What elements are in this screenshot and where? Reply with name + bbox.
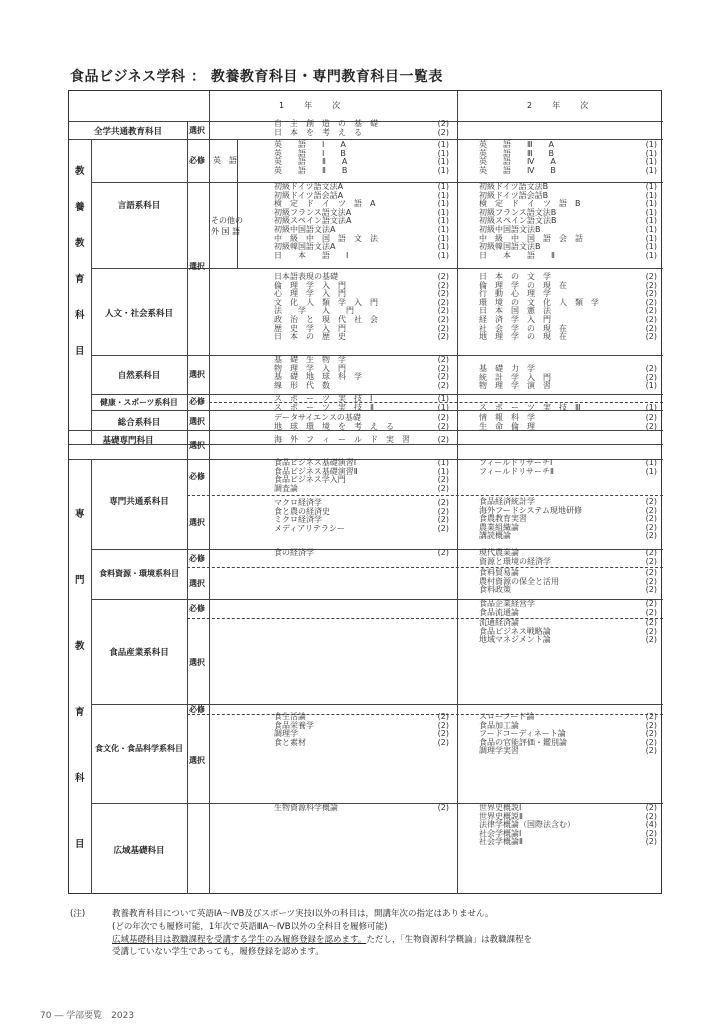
course-name: フードコーディネート論 xyxy=(479,729,566,739)
course-name: 食品経済統計学 xyxy=(479,497,535,506)
y2-common-req xyxy=(479,459,657,476)
course-name: 海 外 フ ィ ー ル ド 実 習 xyxy=(274,435,410,444)
course-row xyxy=(274,404,449,413)
course-name: 初級フランス語文法A xyxy=(274,207,352,217)
course-name: 初級韓国語文法B xyxy=(479,242,541,252)
req-hisshu: 必修 xyxy=(189,472,205,481)
page-title: 食品ビジネス学科 ： 教養教育科目・専門教育科目一覧表 xyxy=(70,69,443,85)
course-name: 文 化 人 類 学 入 門 xyxy=(274,297,378,307)
cat-sogo: 総合系科目 xyxy=(117,418,161,428)
y2-wide xyxy=(479,804,657,847)
course-name: 初級ドイツ語文法A xyxy=(274,182,344,191)
course-credits: (2) xyxy=(437,332,449,342)
course-name: 初級フランス語文法B xyxy=(479,207,557,217)
cat-culture: 食文化・食品科学系科目 xyxy=(95,744,183,753)
course-credits: (2) xyxy=(437,314,449,324)
req-hisshu: 必修 xyxy=(189,604,205,613)
course-name: 食品ビジネス基礎演習Ⅱ xyxy=(274,466,358,476)
course-row xyxy=(479,167,657,176)
course-credits: (2) xyxy=(645,729,657,739)
course-name: 倫 理 学 の 現 在 xyxy=(479,280,567,290)
course-name: 線 形 代 数 xyxy=(274,380,330,390)
course-table xyxy=(68,90,662,894)
y2-common-sel xyxy=(479,498,657,541)
course-name: 法 学 入 門 xyxy=(274,306,354,316)
cat-kiso: 基礎専門科目 xyxy=(102,436,154,446)
course-row xyxy=(479,468,657,477)
course-credits: (2) xyxy=(645,635,657,645)
course-credits: (2) xyxy=(437,372,449,382)
course-name: フィールドリサーチⅡ xyxy=(479,466,554,476)
course-credits: (2) xyxy=(437,483,449,493)
course-name: 食農教育実習 xyxy=(479,514,527,524)
course-name: 食品の官能評価・鑑別論 xyxy=(479,737,567,747)
cat-common: 専門共通系科目 xyxy=(109,497,169,507)
req-hisshu: 必修 xyxy=(189,397,205,406)
course-credits: (1) xyxy=(437,394,449,403)
course-name: 初級中国語文法A xyxy=(274,224,336,234)
cat-wide: 広域基礎科目 xyxy=(113,846,165,856)
course-name: 調理学 xyxy=(274,729,298,739)
y1-natural xyxy=(274,356,449,390)
course-credits: (1) xyxy=(645,466,657,476)
course-row xyxy=(274,436,449,445)
course-row xyxy=(479,558,657,567)
notes-label: (注) xyxy=(70,909,86,919)
course-credits: (2) xyxy=(645,297,657,307)
year2-header: 2 年 次 xyxy=(527,101,595,110)
y2-languages xyxy=(479,183,657,260)
course-name: 経 済 学 入 門 xyxy=(479,314,551,324)
course-credits: (1) xyxy=(645,182,657,191)
course-credits: (2) xyxy=(645,314,657,324)
kyoyo-vertical: 教 養 教 育 科 目 xyxy=(75,166,85,357)
course-credits: (1) xyxy=(437,224,449,234)
y1-gen xyxy=(274,120,449,137)
req-sentaku: 選択 xyxy=(189,441,205,450)
course-row xyxy=(274,485,449,494)
course-name: 農業組織論 xyxy=(479,522,519,532)
course-name: 基 礎 力 学 xyxy=(479,364,535,373)
course-name: 食品ビジネス基礎演習Ⅰ xyxy=(274,458,357,467)
course-credits: (2) xyxy=(645,272,657,281)
course-credits: (2) xyxy=(645,522,657,532)
y1-sports xyxy=(274,395,449,412)
course-name: 検 定 ド イ ツ 語 A xyxy=(274,199,376,209)
course-name: 初級中国語文法B xyxy=(479,224,541,234)
note-line: 広域基礎科目は教職課程を受講する学生のみ履修登録を認めます。ただし，「生物資源科学概論」は教職課程を xyxy=(112,934,533,945)
course-row xyxy=(274,167,449,176)
req-sentaku: 選択 xyxy=(189,518,205,527)
course-name: 食品ビジネス学入門 xyxy=(274,475,346,485)
course-name: 食と農の経済史 xyxy=(274,506,330,516)
course-name: 日 本 の 歴 史 xyxy=(274,332,346,342)
course-row xyxy=(274,129,449,138)
course-name: メディアリテラシー xyxy=(274,523,345,533)
course-credits: (2) xyxy=(437,355,449,364)
course-credits: (2) xyxy=(645,372,657,382)
course-credits: (2) xyxy=(437,803,449,812)
course-credits: (2) xyxy=(645,712,657,721)
course-name: 中 級 中 国 語 文 法 xyxy=(274,233,378,243)
course-credits: (2) xyxy=(645,364,657,373)
course-credits: (2) xyxy=(645,421,657,431)
course-row xyxy=(479,382,657,391)
course-row xyxy=(479,252,657,261)
course-name: 検 定 ド イ ツ 語 B xyxy=(479,199,581,209)
course-name: ス ポ ー ツ 実 技 Ⅱ xyxy=(274,402,374,412)
course-credits: (1) xyxy=(645,403,657,412)
course-name: ミクロ経済学 xyxy=(274,515,322,525)
y2-english xyxy=(479,141,657,175)
course-credits: (2) xyxy=(645,746,657,756)
course-name: 食品栄養学 xyxy=(274,720,314,730)
course-name: データサイエンスの基礎 xyxy=(274,413,361,422)
course-name: 食品ビジネス戦略論 xyxy=(479,626,551,636)
course-row xyxy=(479,532,657,541)
course-name: ス ポ ー ツ 実 技 Ⅰ xyxy=(274,394,373,403)
course-name: 環 境 の 文 化 人 類 学 xyxy=(479,297,599,307)
course-credits: (1) xyxy=(437,216,449,226)
course-name: 英 語 Ⅳ A xyxy=(479,157,556,167)
course-credits: (1) xyxy=(437,190,449,200)
course-name: 日 本 語 Ⅱ xyxy=(479,250,555,260)
course-credits: (1) xyxy=(437,182,449,191)
course-credits: (2) xyxy=(645,618,657,627)
course-credits: (1) xyxy=(645,242,657,252)
course-name: 基 礎 地 球 科 学 xyxy=(274,372,362,382)
course-name: 初級ドイツ語会話B xyxy=(479,190,549,200)
course-name: 初級韓国語文法A xyxy=(274,242,336,252)
course-name: 資源と環境の経済学 xyxy=(479,556,551,566)
course-name: 中 級 中 国 語 会 話 xyxy=(479,233,583,243)
course-credits: (2) xyxy=(645,576,657,586)
y1-humanities xyxy=(274,273,449,342)
course-credits: (2) xyxy=(645,607,657,617)
course-name: 地 理 学 の 現 在 xyxy=(479,332,567,342)
course-name: 地域マネジメント論 xyxy=(479,635,551,645)
course-credits: (2) xyxy=(437,506,449,516)
course-name: 英 語 Ⅱ A xyxy=(274,157,348,167)
course-credits: (2) xyxy=(437,720,449,730)
course-row xyxy=(479,404,657,413)
course-name: 海外フードシステム現地研修 xyxy=(479,505,582,515)
y2-resource-req xyxy=(479,549,657,566)
course-credits: (2) xyxy=(437,498,449,507)
course-row xyxy=(274,722,449,731)
sub-other-lang: その他の 外 国 語 xyxy=(211,216,243,236)
course-credits: (2) xyxy=(437,712,449,721)
course-name: 世界史概説Ⅱ xyxy=(479,811,523,821)
req-sentaku: 選択 xyxy=(189,756,205,765)
course-name: 食生活論 xyxy=(274,712,306,721)
course-credits: (2) xyxy=(645,556,657,566)
course-row xyxy=(274,382,449,391)
course-row xyxy=(274,525,449,534)
y1-common-sel xyxy=(274,499,449,533)
course-name: 食料政策 xyxy=(479,585,511,595)
course-credits: (2) xyxy=(645,505,657,515)
course-credits: (1) xyxy=(645,233,657,243)
course-credits: (2) xyxy=(645,720,657,730)
course-credits: (1) xyxy=(645,381,657,391)
course-credits: (1) xyxy=(645,458,657,467)
course-credits: (1) xyxy=(645,190,657,200)
course-name: 日 本 を 考 え る xyxy=(274,127,362,137)
course-credits: (1) xyxy=(645,224,657,234)
course-credits: (2) xyxy=(645,811,657,821)
course-credits: (2) xyxy=(437,297,449,307)
course-name: 英 語 Ⅲ A xyxy=(479,140,554,149)
course-row xyxy=(479,636,657,645)
cat-resource: 食料資源・環境系科目 xyxy=(99,569,179,578)
course-name: フィールドリサーチⅠ xyxy=(479,458,553,467)
course-name: 統 計 学 入 門 xyxy=(479,372,551,382)
course-name: 日 本 語 Ⅰ xyxy=(274,250,349,260)
course-credits: (2) xyxy=(645,568,657,577)
course-name: 初級スペイン語文法B xyxy=(479,216,557,226)
cat-language: 言語系科目 xyxy=(117,201,161,211)
course-credits: (2) xyxy=(645,585,657,595)
course-name: 食料貿易論 xyxy=(479,568,519,577)
y1-resource xyxy=(274,549,449,558)
course-credits: (1) xyxy=(645,165,657,175)
course-row xyxy=(274,804,449,813)
course-name: 英 語 Ⅳ B xyxy=(479,165,556,175)
course-name: 行 動 心 理 学 xyxy=(479,289,551,299)
course-credits: (1) xyxy=(437,466,449,476)
course-name: 自 主 創 造 の 基 礎 xyxy=(274,119,378,128)
course-name: 英 語 Ⅱ B xyxy=(274,165,348,175)
course-name: 物 理 学 演 習 xyxy=(479,381,551,391)
course-credits: (2) xyxy=(437,323,449,333)
course-credits: (1) xyxy=(645,199,657,209)
course-credits: (2) xyxy=(437,475,449,485)
course-name: 生物資源科学概論 xyxy=(274,803,338,812)
course-name: 基 礎 生 物 学 xyxy=(274,355,346,364)
page-footer: 70 ― 学部要覧 2023 xyxy=(40,1011,135,1021)
course-credits: (1) xyxy=(645,250,657,260)
course-name: 食品流通論 xyxy=(479,607,519,617)
course-credits: (4) xyxy=(645,820,657,830)
course-name: 政 治 と 現 代 社 会 xyxy=(274,314,378,324)
course-row xyxy=(479,747,657,756)
course-credits: (1) xyxy=(437,242,449,252)
y2-industry-req xyxy=(479,600,657,617)
course-name: 社会学概論Ⅱ xyxy=(479,837,523,847)
course-credits: (2) xyxy=(645,626,657,636)
y2-humanities xyxy=(479,273,657,342)
course-credits: (2) xyxy=(645,548,657,557)
cat-industry: 食品産業系科目 xyxy=(109,648,169,658)
course-name: 英 語 Ⅲ B xyxy=(479,148,555,158)
y1-culture xyxy=(274,713,449,747)
course-row xyxy=(479,423,657,432)
course-credits: (2) xyxy=(437,272,449,281)
req-sentaku: 選択 xyxy=(189,262,205,271)
course-credits: (2) xyxy=(645,737,657,747)
course-name: 情 報 科 学 xyxy=(479,413,535,422)
course-name: 歴 史 学 入 門 xyxy=(274,323,346,333)
course-name: 日 本 国 憲 法 xyxy=(479,306,551,316)
note-line: 受講していない学生であっても，履修登録を認めます。 xyxy=(112,947,324,958)
course-credits: (2) xyxy=(437,127,449,137)
course-credits: (2) xyxy=(645,280,657,290)
course-credits: (1) xyxy=(645,140,657,149)
course-credits: (2) xyxy=(645,803,657,812)
course-row xyxy=(274,739,449,748)
course-name: マクロ経済学 xyxy=(274,498,322,507)
course-row xyxy=(274,252,449,261)
y1-wide xyxy=(274,804,449,813)
course-credits: (2) xyxy=(437,523,449,533)
course-name: 現代農業論 xyxy=(479,548,519,557)
req-hisshu: 必修 xyxy=(189,156,205,165)
course-credits: (1) xyxy=(437,250,449,260)
course-name: 法律学概論（国際法含む） xyxy=(479,820,575,830)
y1-kiso xyxy=(274,436,449,445)
req-sentaku: 選択 xyxy=(189,126,205,135)
y2-culture xyxy=(479,713,657,756)
course-name: 調理学実習 xyxy=(479,746,519,756)
course-credits: (1) xyxy=(645,148,657,158)
y2-sports xyxy=(479,404,657,413)
course-row xyxy=(479,609,657,618)
course-name: ス ポ ー ツ 実 技 Ⅲ xyxy=(479,403,581,412)
course-name: 心 理 学 入 門 xyxy=(274,289,346,299)
course-name: 流通経済論 xyxy=(479,618,519,627)
course-credits: (2) xyxy=(645,306,657,316)
cat-sports: 健康・スポーツ系科目 xyxy=(100,398,178,407)
course-name: 日 本 の 文 学 xyxy=(479,272,551,281)
course-credits: (2) xyxy=(645,837,657,847)
course-name: スローフード論 xyxy=(479,712,535,721)
course-credits: (1) xyxy=(437,233,449,243)
course-name: 調査論 xyxy=(274,483,298,493)
course-credits: (2) xyxy=(437,737,449,747)
course-name: 食の経済学 xyxy=(274,548,314,557)
course-credits: (2) xyxy=(645,514,657,524)
course-name: 食と素材 xyxy=(274,737,306,747)
course-credits: (2) xyxy=(437,729,449,739)
y2-resource-sel xyxy=(479,569,657,595)
course-credits: (2) xyxy=(645,413,657,422)
course-credits: (1) xyxy=(437,402,449,412)
course-credits: (1) xyxy=(437,165,449,175)
course-credits: (2) xyxy=(437,380,449,390)
course-name: 英 語 Ⅰ B xyxy=(274,148,346,158)
sub-english: 英 語 xyxy=(213,156,237,165)
req-sentaku: 選択 xyxy=(189,417,205,426)
course-name: 初級ドイツ語文法B xyxy=(479,182,549,191)
course-name: 倫 理 学 入 門 xyxy=(274,280,346,290)
senmon-vertical: 専 門 教 育 科 目 xyxy=(75,509,85,850)
course-credits: (2) xyxy=(437,280,449,290)
course-credits: (2) xyxy=(645,323,657,333)
course-credits: (2) xyxy=(645,828,657,838)
course-row xyxy=(479,586,657,595)
cat-natural: 自然系科目 xyxy=(117,371,161,381)
y2-industry-sel xyxy=(479,619,657,645)
course-row xyxy=(274,549,449,558)
req-sentaku: 選択 xyxy=(189,370,205,379)
course-name: 社会学概論Ⅰ xyxy=(479,828,522,838)
course-name: 初級ドイツ語会話A xyxy=(274,190,344,200)
course-name: 食品企業経営学 xyxy=(479,599,535,608)
course-credits: (1) xyxy=(437,157,449,167)
course-name: 講読概論 xyxy=(479,531,511,541)
req-sentaku: 選択 xyxy=(189,658,205,667)
course-name: 農村資源の保全と活用 xyxy=(479,576,559,586)
y2-sogo xyxy=(479,414,657,431)
course-credits: (1) xyxy=(645,207,657,217)
course-credits: (2) xyxy=(437,413,449,422)
course-credits: (1) xyxy=(437,140,449,149)
course-row xyxy=(274,476,449,485)
course-row xyxy=(274,423,449,432)
y1-english xyxy=(274,141,449,175)
req-sentaku: 選択 xyxy=(189,579,205,588)
course-credits: (2) xyxy=(437,435,449,444)
course-name: 英 語 Ⅰ A xyxy=(274,140,346,149)
course-name: 生 命 倫 理 xyxy=(479,421,535,431)
course-credits: (2) xyxy=(645,332,657,342)
course-row xyxy=(479,838,657,847)
course-name: 初級スペイン語文法A xyxy=(274,216,352,226)
course-credits: (1) xyxy=(437,148,449,158)
course-row xyxy=(274,333,449,342)
course-name: 世界史概説Ⅰ xyxy=(479,803,522,812)
y2-natural xyxy=(479,365,657,391)
course-credits: (1) xyxy=(437,458,449,467)
course-credits: (2) xyxy=(437,119,449,128)
course-credits: (2) xyxy=(437,289,449,299)
course-credits: (2) xyxy=(645,289,657,299)
course-name: 地 球 環 境 を 考 え る xyxy=(274,421,394,431)
course-name: 物 理 学 入 門 xyxy=(274,363,346,373)
course-credits: (2) xyxy=(437,515,449,525)
note-line: 教養教育科目について英語ⅠA～ⅣB及びスポーツ実技Ⅰ以外の科目は，開講年次の指定はありません。 xyxy=(112,909,494,919)
note-line: (どの年次でも履修可能，1年次で英語ⅢA～ⅣB以外の全科目を履修可能) xyxy=(112,921,388,932)
course-credits: (2) xyxy=(645,599,657,608)
course-credits: (2) xyxy=(437,421,449,431)
y1-languages xyxy=(274,183,449,260)
course-credits: (2) xyxy=(645,531,657,541)
course-credits: (1) xyxy=(437,199,449,209)
y1-sogo xyxy=(274,414,449,431)
cat-humanities: 人文・社会系科目 xyxy=(104,309,173,319)
course-name: 社 会 学 の 現 在 xyxy=(479,323,567,333)
year1-header: 1 年 次 xyxy=(279,101,347,110)
req-hisshu: 必修 xyxy=(189,705,205,714)
course-credits: (1) xyxy=(645,157,657,167)
course-credits: (2) xyxy=(437,306,449,316)
cat-general: 全学共通教育科目 xyxy=(93,127,162,137)
course-name: 日本語表現の基礎 xyxy=(274,272,338,281)
course-credits: (2) xyxy=(437,363,449,373)
course-credits: (2) xyxy=(645,497,657,506)
course-name: 食品加工論 xyxy=(479,720,519,730)
course-credits: (1) xyxy=(437,207,449,217)
course-credits: (1) xyxy=(645,216,657,226)
req-hisshu: 必修 xyxy=(189,554,205,563)
course-credits: (2) xyxy=(437,548,449,557)
y1-common-req xyxy=(274,459,449,493)
course-row xyxy=(479,333,657,342)
